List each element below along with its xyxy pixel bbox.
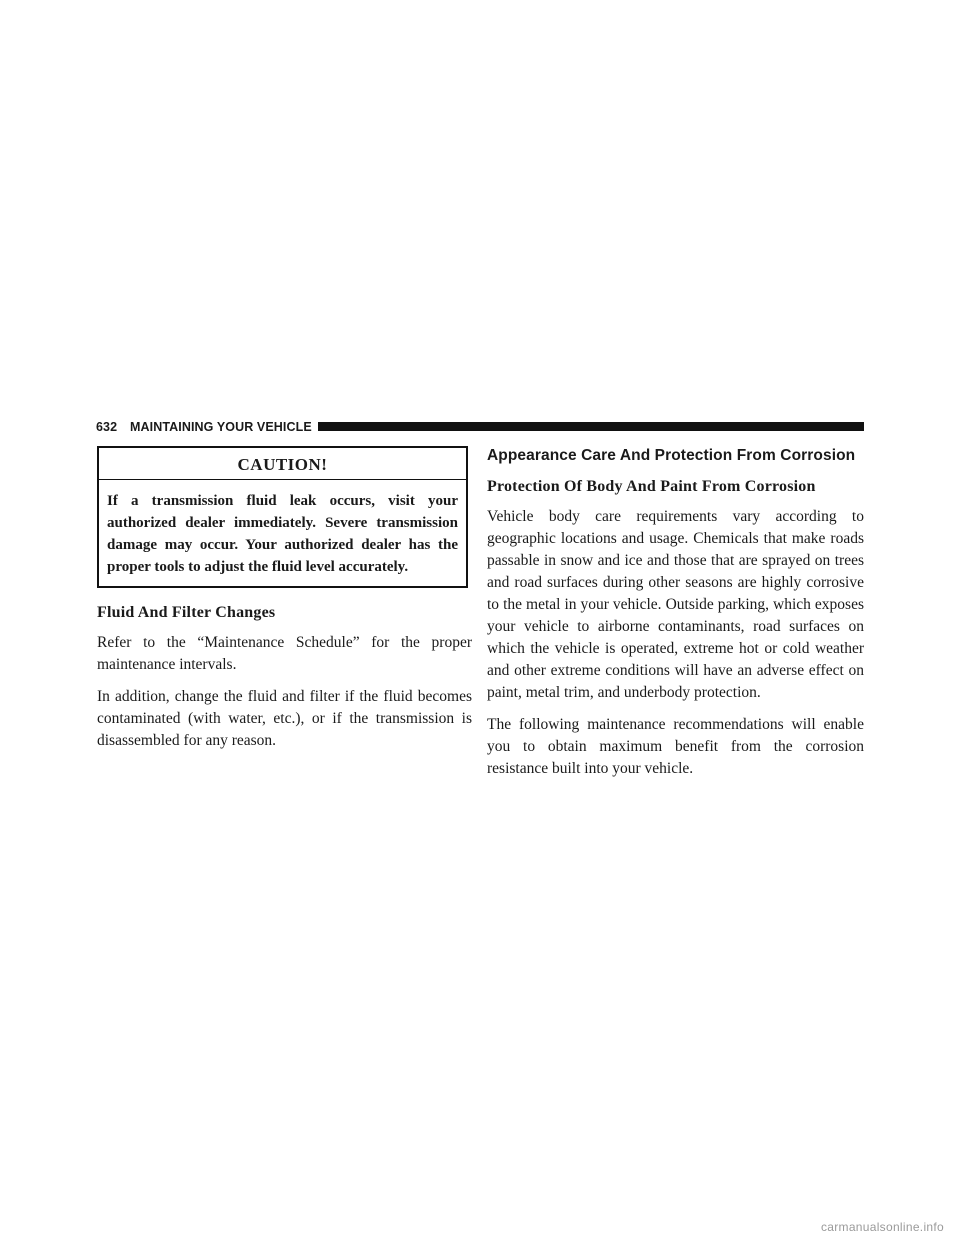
caution-text: If a transmission fluid leak occurs, visit your authorized dealer immediately. Severe transmission damage may occur. Your authorized dealer has the proper tools to adjust the fluid level accurately. [107,493,458,575]
page-header [96,420,864,434]
page-number: 632 [96,420,118,434]
appearance-care-heading: Appearance Care And Protection From Corrosion [487,447,856,464]
paragraph: The following maintenance recommendations will enable you to obtain maximum benefit from the corrosion resistance built into your vehicle. [487,716,864,777]
header-rule [318,422,864,431]
watermark: carmanualsonline.info [820,1220,944,1234]
caution-title: CAUTION! [99,448,466,480]
caution-box [97,446,468,588]
paragraph: Refer to the “Maintenance Schedule” for the proper maintenance intervals. [97,634,472,673]
left-column [97,446,472,762]
paragraph: Vehicle body care requirements vary according to geographic locations and usage. Chemicals that make roads passable in snow and ice and those that are sprayed on trees and road surfaces during other seasons are highly corrosive to the metal in your vehicle. Outside parking, which exposes your vehicle to airborne contaminants, road surfaces on which the vehicle is operated, extreme hot or cold weather and other extreme conditions will have an adverse effect on paint, metal trim, and underbody protection. [487,508,864,701]
right-column [487,446,864,790]
section-title: MAINTAINING YOUR VEHICLE [130,420,312,434]
paragraph: In addition, change the fluid and filter if the fluid becomes contaminated (with water, etc.), or if the transmission is disassembled for any reason. [97,688,472,749]
fluid-filter-heading: Fluid And Filter Changes [97,604,276,621]
body-paint-heading: Protection Of Body And Paint From Corrosion [487,478,816,495]
